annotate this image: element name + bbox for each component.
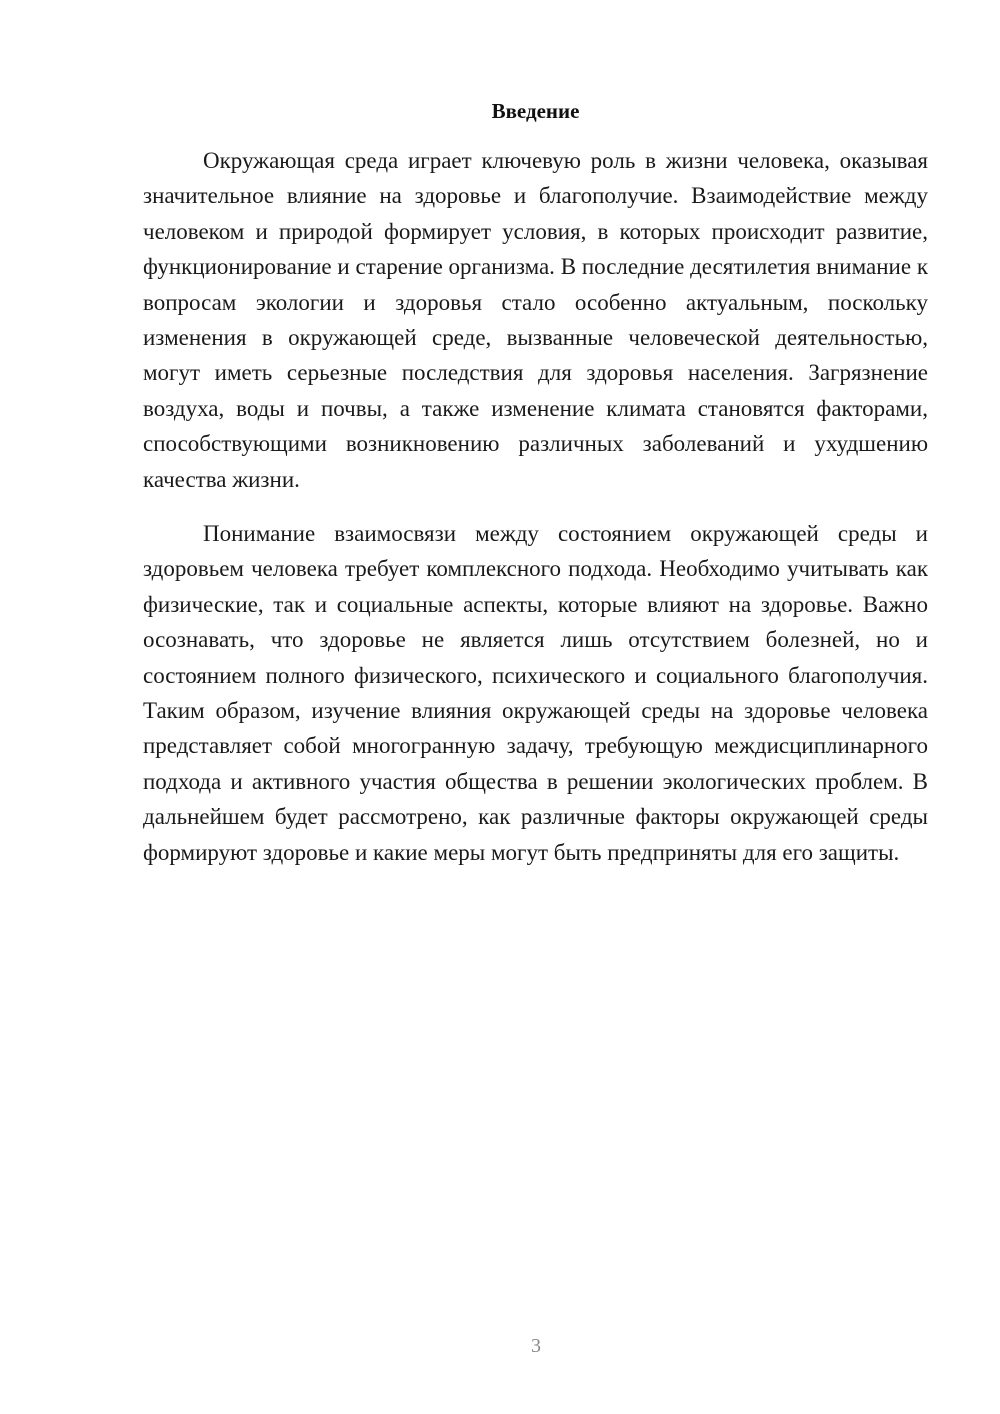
section-heading: Введение [491, 99, 580, 123]
paragraph-1: Окружающая среда играет ключевую роль в жизни человека, оказывая значительное влияние на здоровье и благополучие. Взаимодействие между человеком и природой формирует условия, в которых происходит развитие, функционирование и старение организма. В последние десятилетия внимание к вопросам экологии и здоровья стало особенно актуальным, поскольку изменения в окружающей среде, вызванные человеческой деятельностью, могут иметь серьезные последствия для здоровья населения. Загрязнение воздуха, воды и почвы, а также изменение климата становятся факторами, способствующими возникновению различных заболеваний и ухудшению качества жизни. [143, 148, 928, 492]
page-number: 3 [531, 1335, 541, 1357]
paragraph-2: Понимание взаимосвязи между состоянием окружающей среды и здоровьем человека требует комплексного подхода. Необходимо учитывать как физические, так и социальные аспекты, которые влияют на здоровье. Важно осознавать, что здоровье не является лишь отсутствием болезней, но и состоянием полного физического, психического и социального благополучия. Таким образом, изучение влияния окружающей среды на здоровье человека представляет собой многогранную задачу, требующую междисциплинарного подхода и активного участия общества в решении экологических проблем. В дальнейшем будет рассмотрено, как различные факторы окружающей среды формируют здоровье и какие меры могут быть предприняты для его защиты. [143, 521, 928, 865]
